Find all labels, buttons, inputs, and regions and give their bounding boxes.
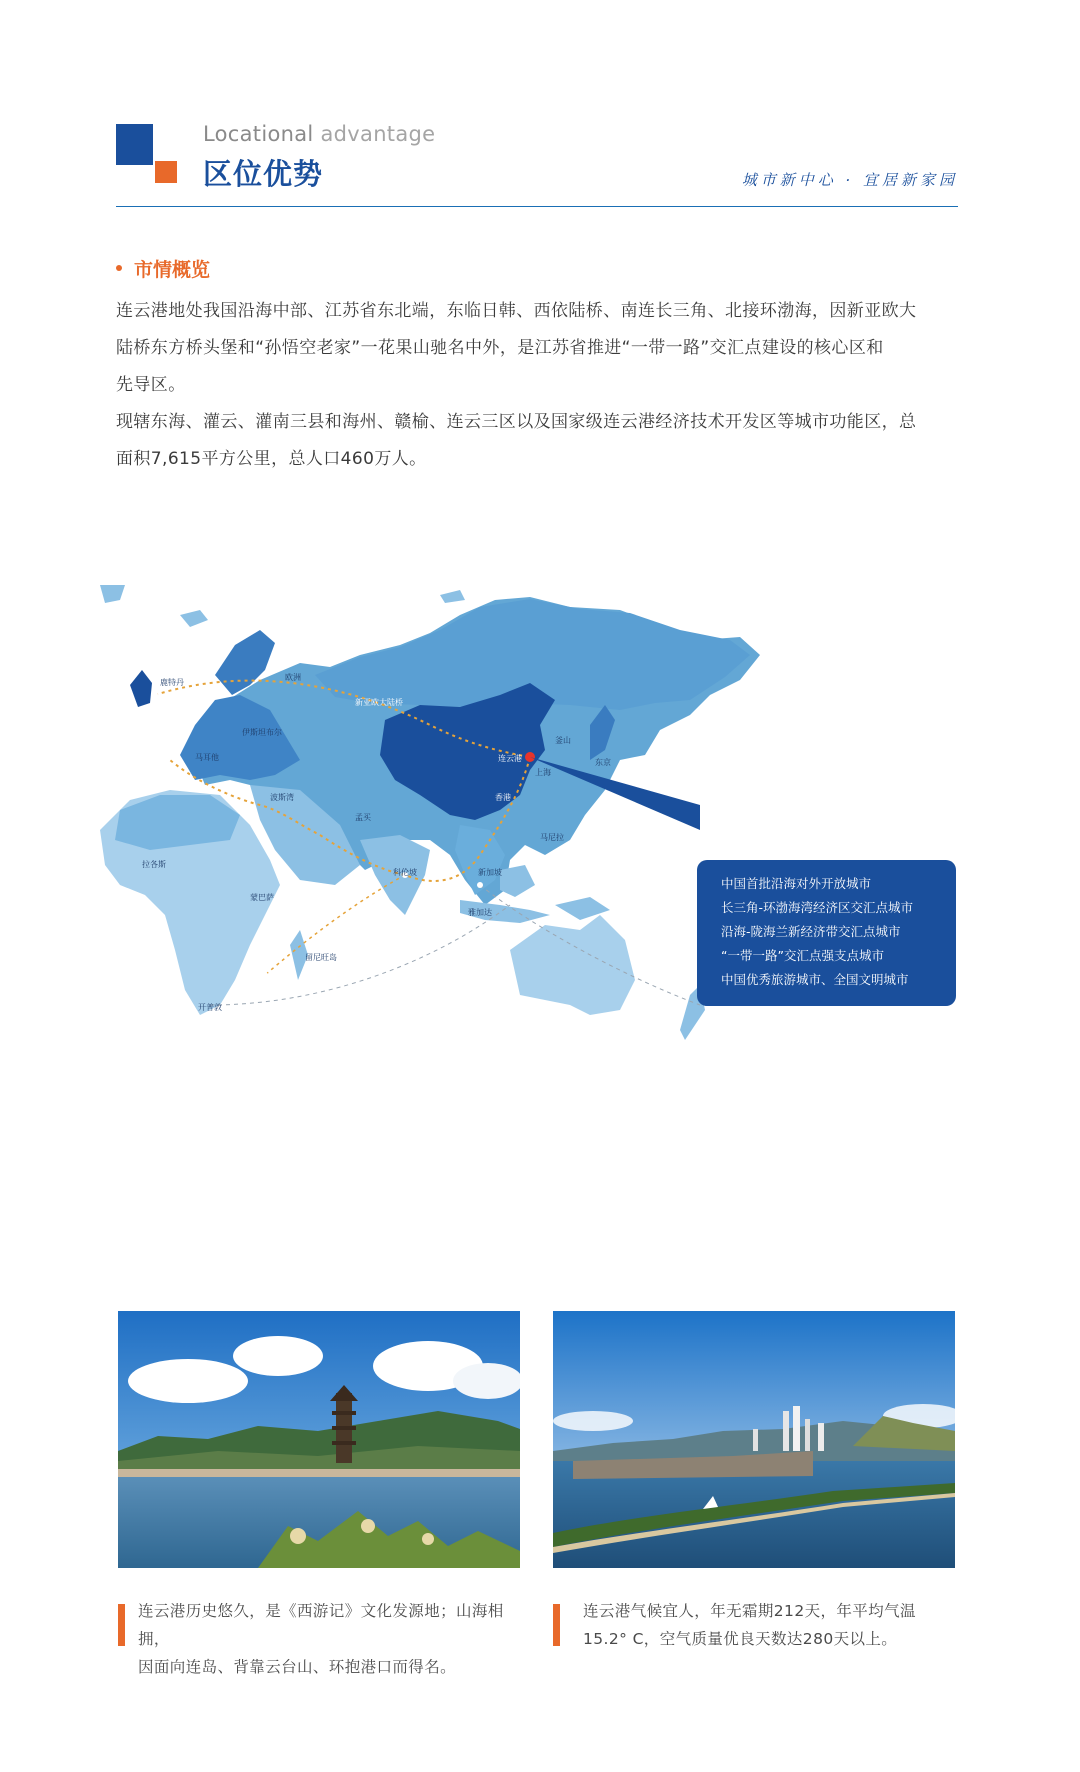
arctic-island (180, 610, 208, 627)
map-label: 蒙巴萨 (250, 893, 274, 902)
map-label: 新加坡 (478, 868, 502, 877)
arctic-island (440, 590, 465, 603)
logo (116, 124, 178, 186)
logo-orange-square (155, 161, 177, 183)
city-dot (152, 692, 158, 698)
section-heading: 市情概览 (116, 255, 210, 282)
overview-line: 现辖东海、灌云、灌南三县和海州、赣榆、连云三区以及国家级连云港经济技术开发区等城市功能区，总 (116, 412, 917, 432)
map-label: 香港 (495, 793, 511, 802)
title-english: Locational advantage (203, 122, 436, 146)
city-features-callout (697, 860, 956, 1006)
map-label: 科伦坡 (393, 868, 417, 877)
map-label: 雅加达 (468, 908, 492, 917)
borneo-island (500, 865, 535, 897)
greenland-tip (100, 585, 125, 603)
page-title: 区位优势 (203, 157, 324, 191)
callout-item: 长三角-环渤海湾经济区交汇点城市 (721, 900, 914, 915)
map-label: 新亚欧大陆桥 (355, 698, 403, 707)
map-label: 釜山 (555, 736, 571, 745)
callout-item: 中国优秀旅游城市、全国文明城市 (721, 972, 909, 987)
city-dot (477, 882, 483, 888)
map-label: 马耳他 (195, 753, 219, 762)
map-label: 拉各斯 (142, 860, 166, 869)
map-label: 东京 (595, 758, 611, 767)
overview-text (116, 293, 962, 478)
right-photo-caption (583, 1597, 963, 1653)
caption-line: 15.2° C，空气质量优良天数达280天以上。 (583, 1630, 898, 1648)
callout-item: 沿海-陇海兰新经济带交汇点城市 (721, 924, 901, 939)
overview-line: 先导区。 (116, 375, 186, 395)
harbor-photo (553, 1311, 955, 1568)
caption-line: 因面向连岛、背靠云台山、环抱港口而得名。 (138, 1658, 457, 1676)
caption-accent-bar (118, 1604, 125, 1646)
map-label: 开普敦 (198, 1003, 222, 1012)
pagoda-lake-photo (118, 1311, 520, 1568)
map-label: 马尼拉 (540, 833, 564, 842)
slogan: 城市新中心 · 宜居新家园 (741, 171, 958, 189)
overview-line: 陆桥东方桥头堡和“孙悟空老家”一花果山驰名中外，是江苏省推进“一带一路”交汇点建设的核心区和 (116, 338, 884, 358)
uk-island (130, 670, 152, 707)
map-label: 留尼旺岛 (305, 953, 337, 962)
header-divider (116, 206, 958, 207)
caption-line: 连云港历史悠久，是《西游记》文化发源地；山海相拥， (138, 1602, 504, 1648)
caption-line: 连云港气候宜人，年无霜期212天，年平均气温 (583, 1602, 916, 1620)
australia-landmass (510, 915, 635, 1015)
map-label: 上海 (535, 768, 551, 777)
bullet-icon (116, 265, 122, 271)
map-label: 孟买 (355, 813, 371, 822)
map-label: 伊斯坦布尔 (242, 728, 282, 737)
city-dot (262, 972, 268, 978)
caption-accent-bar (553, 1604, 560, 1646)
callout-item: “一带一路”交汇点强支点城市 (721, 948, 884, 963)
overview-line: 连云港地处我国沿海中部、江苏省东北端，东临日韩、西依陆桥、南连长三角、北接环渤海，因新亚欧大 (116, 301, 917, 321)
left-photo-caption (138, 1597, 518, 1681)
map-label: 欧洲 (285, 673, 301, 682)
new-guinea-island (555, 897, 610, 920)
map-label: 连云港 (498, 754, 522, 763)
map-label: 鹿特丹 (160, 678, 184, 687)
callout-item: 中国首批沿海对外开放城市 (721, 876, 872, 891)
logo-blue-square (116, 124, 153, 165)
map-label: 波斯湾 (270, 793, 294, 802)
overview-line: 面积7,615平方公里，总人口460万人。 (116, 449, 427, 469)
